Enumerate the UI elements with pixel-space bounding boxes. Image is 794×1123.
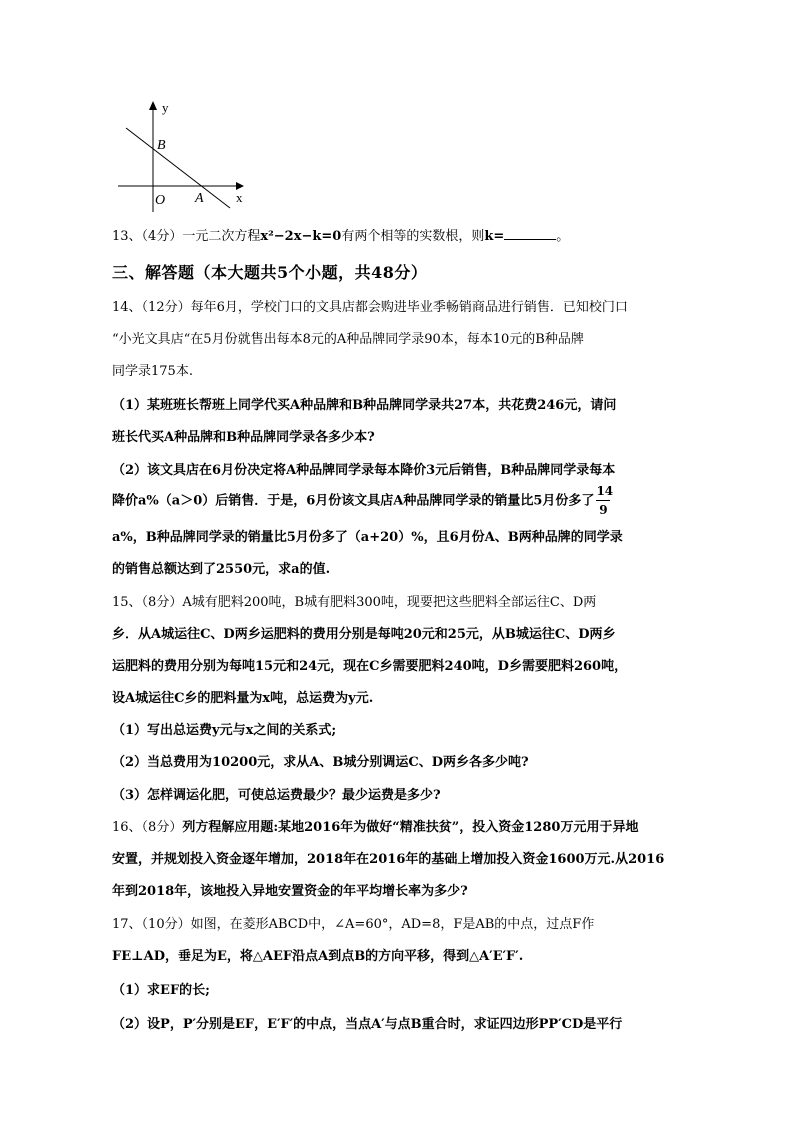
q14-line-2: “小光文具店“在5月份就售出每本8元的A种品牌同学录90本，每本10元的B种品牌: [112, 332, 584, 347]
q14-text-1: 每年6月，学校门口的文具店都会购进毕业季畅销商品进行销售．已知校门口: [190, 300, 628, 315]
question-13: [112, 227, 569, 247]
q14-score: （12分）: [141, 300, 191, 315]
fraction-bar: [596, 500, 610, 501]
coordinate-figure: [112, 96, 252, 216]
q17-line-1: [112, 915, 594, 935]
q16-number: 16、: [112, 820, 142, 835]
q13-text-after: 有两个相等的实数根，则: [341, 229, 485, 244]
q17-line-2: FE⊥AD，垂足为E，将△AEF沿点A到点B的方向平移，得到△A′E′F′.: [112, 949, 524, 964]
fraction-denominator: 9: [599, 503, 608, 517]
q15-line-2: 乡．从A城运往C、D两乡运肥料的费用分别是每吨20元和25元，从B城运往C、D两乡: [112, 627, 616, 642]
q17-score: （10分）: [141, 917, 191, 932]
q13-number: 13、: [112, 229, 142, 244]
q15-part-2: （2）当总费用为10200元，求从A、B城分别调运C、D两乡各多少吨?: [112, 755, 529, 770]
q13-equation: x²−2x−k=0: [260, 229, 342, 244]
y-axis-arrow: [149, 101, 157, 110]
y-axis-label: y: [162, 100, 169, 115]
origin-label: O: [155, 193, 166, 208]
q17-part-1: （1）求EF的长;: [112, 983, 210, 998]
q15-part-3: （3）怎样调运化肥，可使总运费最少？最少运费是多少?: [112, 788, 441, 803]
q13-period: 。: [556, 229, 570, 244]
q14-part-2-text-2: 降价a%（a＞0）后销售．于是，6月份该文具店A种品牌同学录的销量比5月份多了: [112, 493, 595, 509]
section-3-heading: 三、解答题（本大题共5个小题，共48分）: [112, 263, 428, 282]
q15-number: 15、: [112, 595, 142, 610]
fraction-numerator: 14: [596, 484, 614, 498]
q16-score: （8分）: [141, 820, 183, 835]
q15-line-4: 设A城运往C乡的肥料量为x吨，总运费为y元.: [112, 691, 374, 706]
q14-part-1-line-1: （1）某班班长帮班上同学代买A种品牌和B种品牌同学录共27本，共花费246元，请问: [112, 398, 617, 413]
q13-score: （4分）: [141, 229, 183, 244]
q15-score: （8分）: [141, 595, 183, 610]
q13-k-eq: k=: [484, 229, 505, 244]
q14-part-2-line-3: a%，B种品牌同学录的销量比5月份多了（a+20）%，且6月份A、B两种品牌的同学录: [112, 530, 623, 545]
point-b-label: B: [157, 138, 166, 153]
q16-line-1: [112, 818, 638, 838]
q14-line-1: [112, 298, 628, 318]
q13-answer-blank: [504, 227, 556, 240]
q17-text-1: 如图，在菱形ABCD中，∠A=60°，AD=8，F是AB的中点，过点F作: [190, 917, 595, 932]
q13-text-before: 一元二次方程: [182, 229, 261, 244]
q14-part-2-line-4: 的销售总额达到了2550元，求a的值.: [112, 562, 331, 577]
q16-line-2: 安置，并规划投入资金逐年增加，2018年在2016年的基础上增加投入资金1600万元.从2016: [112, 852, 665, 867]
fraction-14-9: [596, 484, 614, 518]
q14-part-2-line-2: [112, 484, 612, 519]
q15-part-1: （1）写出总运费y元与x之间的关系式;: [112, 723, 337, 738]
q15-line-3: 运肥料的费用分别为每吨15元和24元，现在C乡需要肥料240吨，D乡需要肥料260吨，: [112, 659, 628, 674]
point-a-label: A: [195, 191, 204, 206]
line-ab: [126, 128, 230, 208]
q14-number: 14、: [112, 300, 142, 315]
x-axis-arrow: [236, 182, 244, 190]
q17-part-2: （2）设P，P′分别是EF，E′F′的中点，当点A′与点B重合时，求证四边形PP′CD是平行: [112, 1017, 623, 1032]
q16-text-1: 列方程解应用题:某地2016年为做好“精准扶贫”，投入资金1280万元用于异地: [182, 820, 639, 835]
q14-line-3: 同学录175本.: [112, 364, 193, 379]
q15-line-1: [112, 593, 596, 613]
q14-part-2-line-1: （2）该文具店在6月份决定将A种品牌同学录每本降价3元后销售，B种品牌同学录每本: [112, 463, 616, 478]
q15-text-1: A城有肥料200吨，B城有肥料300吨，现要把这些肥料全部运往C、D两: [182, 595, 597, 610]
q17-number: 17、: [112, 917, 142, 932]
x-axis-label: x: [236, 190, 243, 205]
q16-line-3: 年到2018年，该地投入异地安置资金的年平均增长率为多少?: [112, 884, 468, 899]
q14-part-1-line-2: 班长代买A种品牌和B种品牌同学录各多少本?: [112, 430, 375, 445]
